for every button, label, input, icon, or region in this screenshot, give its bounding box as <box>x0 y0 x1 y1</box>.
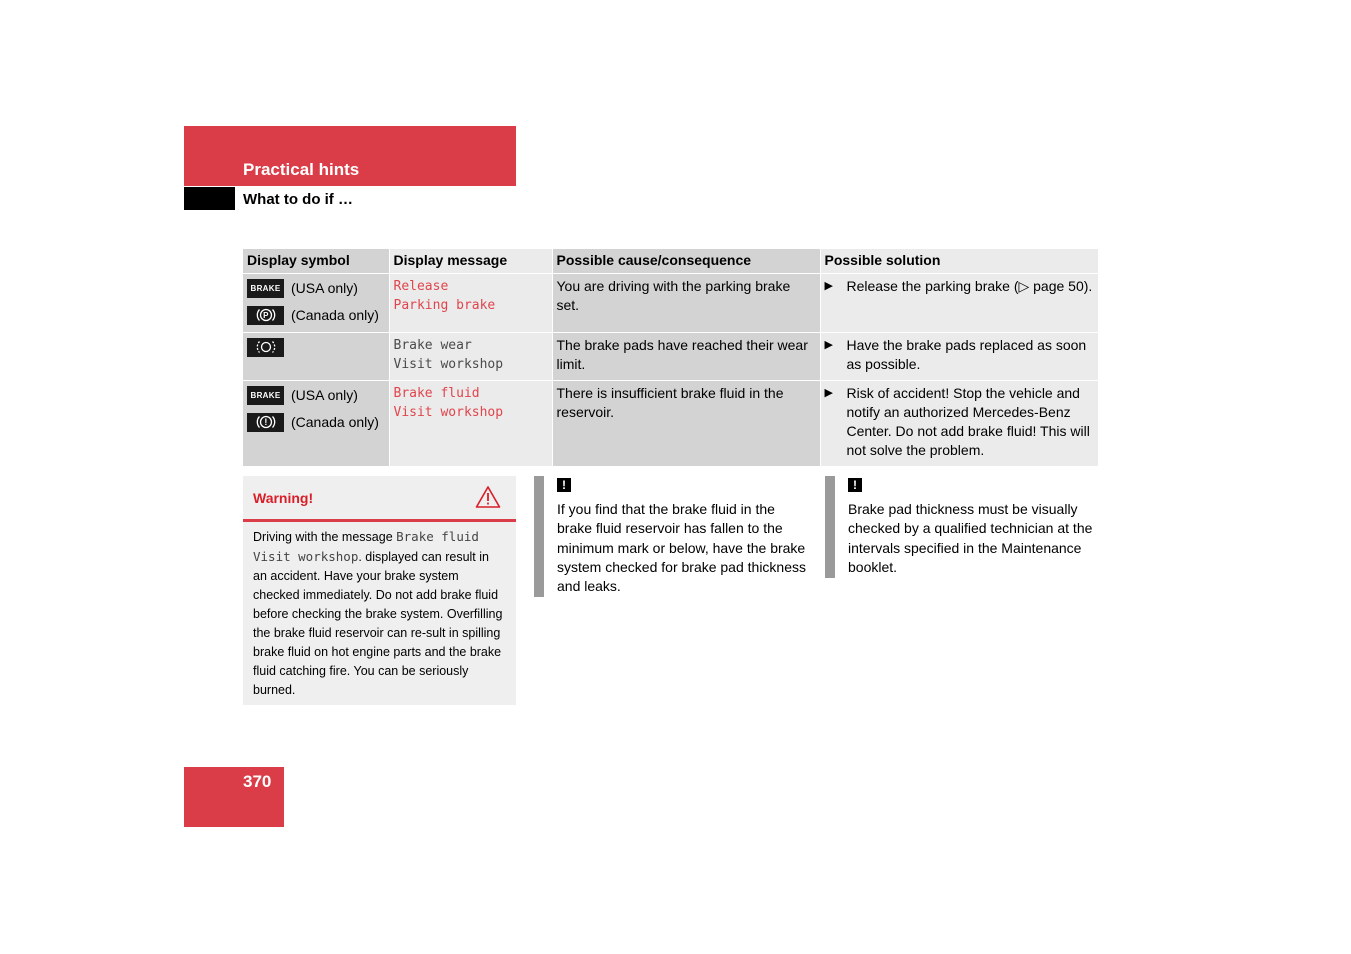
brake-warning-icon <box>247 413 284 432</box>
page-number: 370 <box>243 772 272 791</box>
display-messages-table <box>243 249 1098 467</box>
warning-header <box>243 476 516 522</box>
section-title: Practical hints <box>243 160 360 179</box>
note-text: If you find that the brake fluid in the brake fluid reservoir has fallen to the minimum mark or below, have the brake system checked for brake pad thickness and leaks. <box>557 501 807 595</box>
bullet-arrow-icon: ▶ <box>824 280 833 292</box>
svg-text:P: P <box>262 311 269 320</box>
warning-box <box>243 476 516 705</box>
display-message-line: Release <box>393 279 449 294</box>
bullet-arrow-icon: ▶ <box>824 387 833 399</box>
table-header-row <box>243 249 1098 274</box>
symbol-label: (Canada only) <box>291 413 379 430</box>
message-cell <box>389 333 552 381</box>
table-row <box>243 333 1098 381</box>
cause-cell: You are driving with the parking brake set. <box>552 274 820 333</box>
cause-cell: The brake pads have reached their wear limit. <box>552 333 820 381</box>
bullet-arrow-icon: ▶ <box>824 339 833 351</box>
column-header: Possible solution <box>820 249 1098 274</box>
solution-cell <box>820 381 1098 467</box>
subsection-marker <box>184 187 235 210</box>
column-header: Display symbol <box>243 249 389 274</box>
subsection-title: What to do if … <box>243 191 353 208</box>
display-message-line: Brake wear <box>393 338 472 353</box>
note-text: Brake pad thickness must be visually checked by a qualified technician at the intervals specified in the Maintenance booklet. <box>848 501 1093 575</box>
brake-text-icon: BRAKE <box>247 386 284 405</box>
display-message-line: Brake fluid <box>393 386 480 401</box>
note-pad-thickness <box>848 475 1100 577</box>
column-header: Possible cause/consequence <box>552 249 820 274</box>
solution-text: Risk of accident! Stop the vehicle and notify an authorized Mercedes-Benz Center. Do not add brake fluid! This will not solve the problem. <box>846 385 1090 458</box>
solution-cell <box>820 274 1098 333</box>
cause-cell: There is insufficient brake fluid in the reservoir. <box>552 381 820 467</box>
exclamation-icon: ! <box>557 478 571 492</box>
display-message-line: Visit workshop <box>393 405 504 420</box>
display-message-line: Parking brake <box>393 298 496 313</box>
table-row <box>243 274 1098 333</box>
note-bar <box>825 476 835 578</box>
message-cell <box>389 381 552 467</box>
symbol-label: (USA only) <box>291 279 358 296</box>
symbol-cell <box>243 381 389 467</box>
column-header: Display message <box>389 249 552 274</box>
solution-text: Release the parking brake (▷ page 50). <box>846 278 1093 294</box>
note-bar <box>534 476 544 597</box>
parking-brake-icon <box>247 306 284 325</box>
brake-text-icon: BRAKE <box>247 279 284 298</box>
table-row <box>243 381 1098 467</box>
symbol-label: (Canada only) <box>291 306 379 323</box>
warning-text: Driving with the message Brake fluid Visit workshop. displayed can result in an accident. Have your brake system checked immediately. Do not add brake fluid before checking the brake system. Overfilling the brake fluid reservoir can re-sult in spilling brake fluid on hot engine parts and the brake fluid catching fire. You can be seriously burned. <box>253 529 503 697</box>
brake-wear-icon <box>247 338 284 357</box>
svg-text:!: ! <box>263 417 268 427</box>
solution-cell <box>820 333 1098 381</box>
warning-triangle-icon <box>475 485 501 514</box>
display-message-line: Visit workshop <box>393 357 504 372</box>
exclamation-icon: ! <box>848 478 862 492</box>
warning-display-message: Brake fluid Visit workshop <box>253 529 479 564</box>
solution-text: Have the brake pads replaced as soon as possible. <box>846 337 1087 372</box>
symbol-label: (USA only) <box>291 386 358 403</box>
warning-title: Warning! <box>253 490 314 506</box>
symbol-cell <box>243 274 389 333</box>
symbol-cell <box>243 333 389 381</box>
message-cell <box>389 274 552 333</box>
note-fluid-level <box>557 475 807 596</box>
